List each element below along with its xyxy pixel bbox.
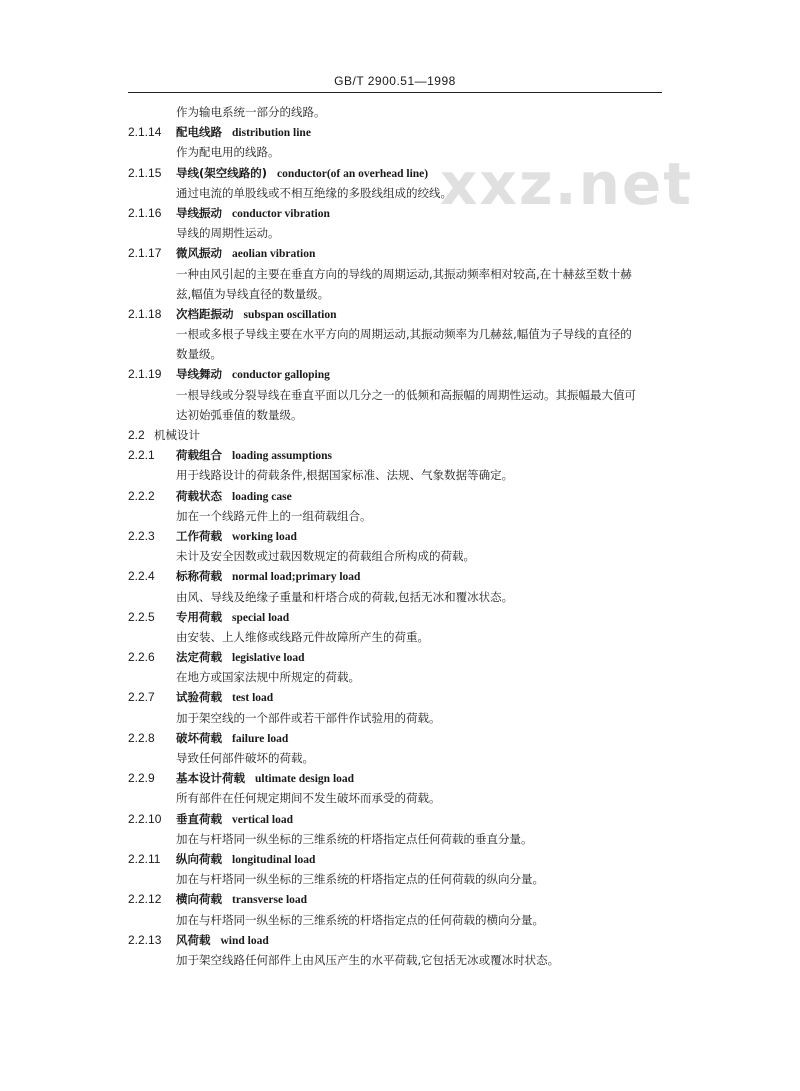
clause-number: 2.2.10 — [128, 811, 162, 826]
document-body — [128, 102, 668, 970]
term-english: distribution line — [232, 127, 311, 140]
definition-text: 导致任何部件破坏的荷载。 — [176, 751, 314, 765]
clause-number: 2.1.17 — [128, 246, 162, 261]
definition-text: 兹,幅值为导线直径的数量级。 — [176, 286, 330, 301]
term-entry-heading — [128, 889, 668, 909]
term-chinese: 微风振动 — [176, 246, 222, 261]
term-english: loading case — [232, 490, 292, 503]
clause-number: 2.2.12 — [128, 892, 162, 907]
definition-text: 一根或多根子导线主要在水平方向的周期运动,其振动频率为几赫兹,幅值为子导线的直径的 — [176, 327, 632, 342]
term-english: longitudinal load — [232, 853, 316, 866]
clause-number: 2.2.5 — [128, 609, 155, 624]
term-english: failure load — [232, 732, 289, 745]
definition-text: 未计及安全因数或过载因数规定的荷载组合所构成的荷载。 — [176, 549, 475, 564]
term-entry-heading — [128, 566, 668, 586]
term-chinese: 基本设计荷载 — [176, 771, 245, 786]
term-english: test load — [232, 692, 274, 705]
term-entry-heading — [128, 445, 668, 465]
term-english: vertical load — [232, 813, 293, 826]
definition-text: 通过电流的单股线或不相互绝缘的多股线组成的绞线。 — [176, 185, 452, 200]
definition-text: 加在与杆塔同一纵坐标的三维系统的杆塔指定点任何荷载的垂直分量。 — [176, 831, 533, 846]
term-chinese: 纵向荷载 — [176, 851, 222, 866]
section-number: 2.2 — [128, 428, 145, 442]
section-heading — [128, 425, 668, 445]
section-title: 机械设计 — [154, 428, 200, 442]
clause-number: 2.2.11 — [128, 851, 161, 866]
definition-text: 一种由风引起的主要在垂直方向的导线的周期运动,其振动频率相对较高,在十赫兹至数十赫 — [176, 266, 632, 281]
definition-text: 加在与杆塔同一纵坐标的三维系统的杆塔指定点的任何荷载的横向分量。 — [176, 912, 544, 927]
clause-number: 2.2.2 — [128, 488, 155, 503]
clause-number: 2.2.9 — [128, 771, 155, 786]
term-english: conductor galloping — [232, 369, 330, 382]
definition-text: 用于线路设计的荷载条件,根据国家标准、法规、气象数据等确定。 — [176, 468, 514, 483]
clause-number: 2.2.7 — [128, 690, 155, 705]
term-entry-heading — [128, 687, 668, 707]
term-chinese: 破坏荷载 — [176, 730, 222, 745]
clause-number: 2.2.6 — [128, 650, 155, 665]
clause-number: 2.2.13 — [128, 932, 162, 947]
watermark: xxz.net — [440, 150, 693, 218]
term-chinese: 工作荷载 — [176, 528, 222, 543]
header-rule — [128, 92, 662, 93]
term-chinese: 导线(架空线路的) — [176, 165, 268, 180]
definition-text: 加在一个线路元件上的一组荷载组合。 — [176, 508, 372, 523]
term-chinese: 荷载状态 — [176, 488, 222, 503]
clause-number: 2.2.1 — [128, 448, 155, 463]
term-english: transverse load — [232, 894, 308, 907]
term-entry-heading — [128, 809, 668, 829]
term-entry-heading — [128, 607, 668, 627]
definition-text: 由安装、上人维修或线路元件故障所产生的荷重。 — [176, 629, 429, 644]
definition-text: 作为配电用的线路。 — [176, 145, 280, 160]
definition-text: 加于架空线路任何部件上由风压产生的水平荷载,它包括无冰或覆冰时状态。 — [176, 952, 560, 967]
term-chinese: 荷载组合 — [176, 448, 222, 463]
term-chinese: 次档距振动 — [176, 306, 234, 321]
definition-text: 在地方或国家法规中所规定的荷载。 — [176, 670, 360, 685]
clause-number: 2.1.15 — [128, 165, 162, 180]
term-english: conductor vibration — [232, 207, 330, 220]
term-chinese: 导线振动 — [176, 205, 222, 220]
standard-number-header: GB/T 2900.51—1998 — [334, 74, 456, 88]
definition-text: 所有部件在任何规定期间不发生破坏而承受的荷载。 — [176, 791, 441, 806]
clause-number: 2.1.14 — [128, 125, 162, 140]
term-entry-heading — [128, 647, 668, 667]
clause-number: 2.2.8 — [128, 730, 155, 745]
term-entry-heading — [128, 849, 668, 869]
term-entry-heading — [128, 304, 668, 324]
term-english: loading assumptions — [232, 450, 333, 463]
term-english: legislative load — [232, 652, 305, 665]
definition-text: 加于架空线的一个部件或若干部件作试验用的荷载。 — [176, 710, 441, 725]
term-entry-heading — [128, 364, 668, 384]
term-entry-heading — [128, 243, 668, 263]
term-entry-heading — [128, 728, 668, 748]
term-chinese: 标称荷载 — [176, 569, 222, 584]
term-entry-heading — [128, 486, 668, 506]
term-english: ultimate design load — [255, 773, 355, 786]
term-chinese: 垂直荷载 — [176, 811, 222, 826]
term-entry-heading — [128, 526, 668, 546]
term-chinese: 试验荷载 — [176, 690, 222, 705]
term-english: subspan oscillation — [243, 308, 337, 321]
term-english: aeolian vibration — [232, 248, 316, 261]
term-chinese: 配电线路 — [176, 125, 222, 140]
definition-text: 加在与杆塔同一纵坐标的三维系统的杆塔指定点的任何荷载的纵向分量。 — [176, 872, 544, 887]
term-entry-heading — [128, 768, 668, 788]
term-english: conductor(of an overhead line) — [277, 167, 429, 180]
definition-text: 由风、导线及绝缘子重量和杆塔合成的荷载,包括无冰和覆冰状态。 — [176, 589, 514, 604]
clause-number: 2.2.4 — [128, 569, 155, 584]
term-entry-heading — [128, 930, 668, 950]
definition-text: 达初始弧垂值的数量级。 — [176, 407, 303, 422]
term-chinese: 法定荷载 — [176, 650, 222, 665]
term-entry-heading — [128, 203, 668, 223]
term-entry-heading — [128, 122, 668, 142]
definition-text: 导线的周期性运动。 — [176, 226, 280, 241]
term-english: normal load;primary load — [232, 571, 361, 584]
term-english: working load — [232, 530, 297, 543]
clause-number: 2.2.3 — [128, 528, 155, 543]
term-english: wind load — [220, 934, 269, 947]
clause-number: 2.1.16 — [128, 205, 162, 220]
definition-text: 作为输电系统一部分的线路。 — [176, 105, 326, 119]
term-chinese: 横向荷载 — [176, 892, 222, 907]
term-chinese: 专用荷载 — [176, 609, 222, 624]
definition-text: 一根导线或分裂导线在垂直平面以几分之一的低频和高振幅的周期性运动。其振幅最大值可 — [176, 387, 636, 402]
term-chinese: 导线舞动 — [176, 367, 222, 382]
clause-number: 2.1.18 — [128, 306, 162, 321]
term-chinese: 风荷载 — [176, 932, 211, 947]
clause-number: 2.1.19 — [128, 367, 162, 382]
term-english: special load — [232, 611, 290, 624]
definition-text: 数量级。 — [176, 347, 222, 362]
term-entry-heading — [128, 163, 668, 183]
